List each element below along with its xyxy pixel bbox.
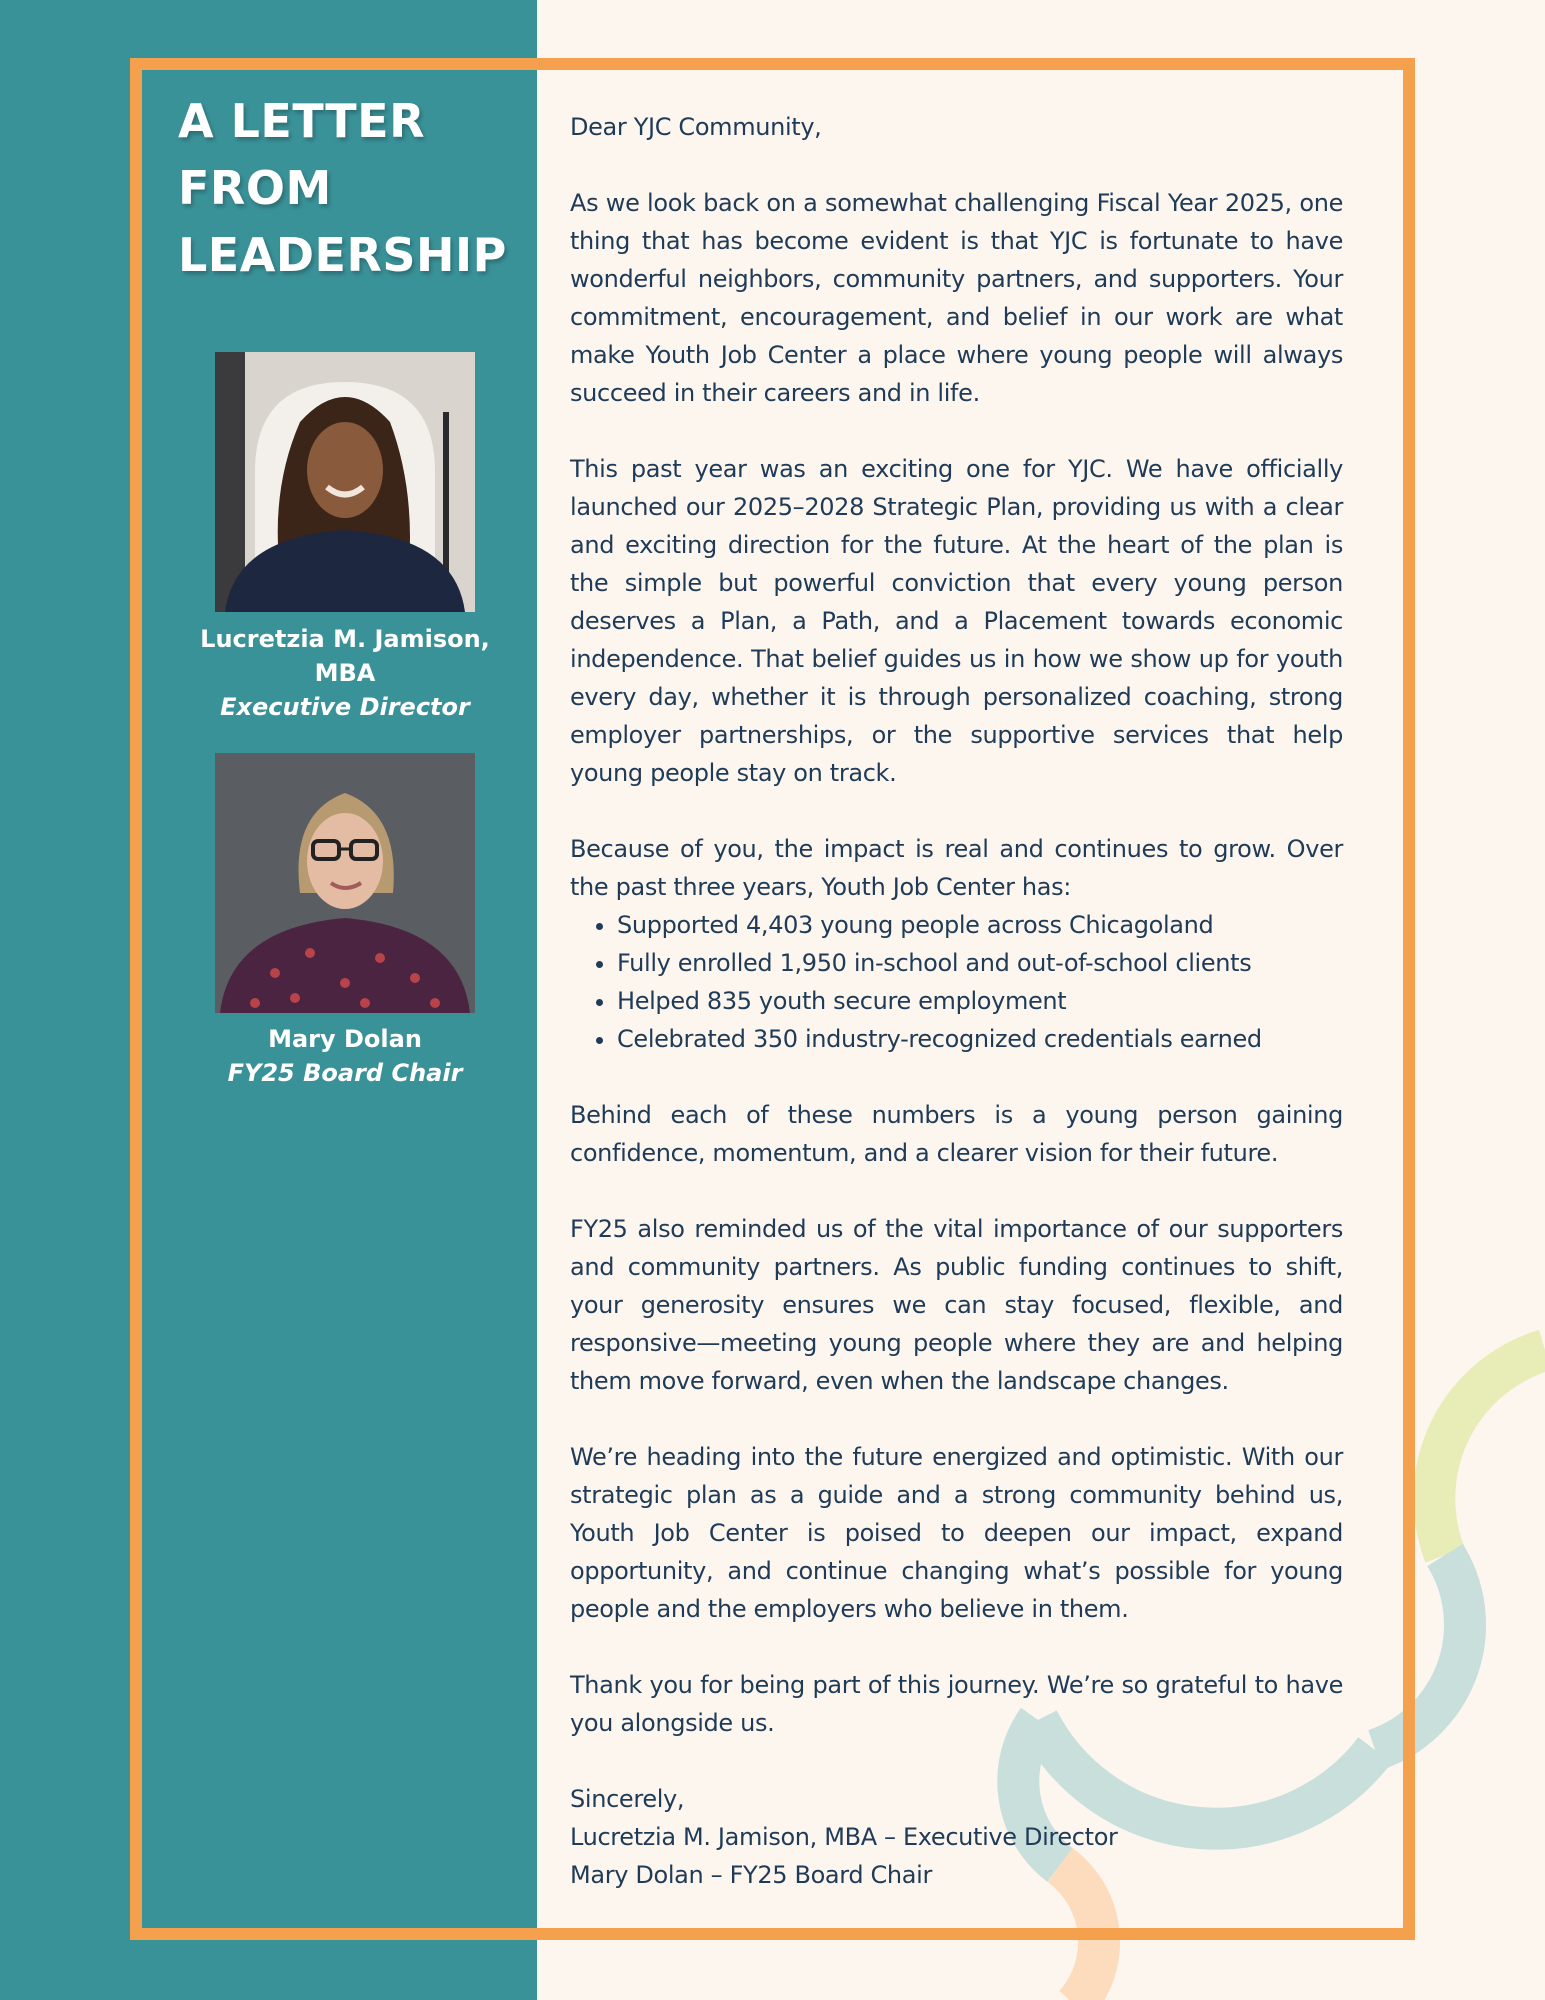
- letter-paragraph: We’re heading into the future energized and optimistic. With our strategic plan as a guide and a strong community behind us, Youth Job Center is poised to deepen our impact, expand opportunity, and continue changing what’s possible for young people and the employers who believe in them.: [570, 1443, 1343, 1623]
- impact-list-item: • Helped 835 youth secure employment: [617, 982, 1343, 1020]
- letter-body: [570, 108, 1343, 1894]
- signature-line: Lucretzia M. Jamison, MBA – Executive Director: [570, 1823, 1118, 1851]
- impact-list-item: • Celebrated 350 industry-recognized credentials earned: [617, 1020, 1343, 1058]
- letter-paragraph: FY25 also reminded us of the vital importance of our supporters and community partners. As public funding continues to shift, your generosity ensures we can stay focused, flexible, and responsive—meeting young people where they are and helping them move forward, even when the landscape changes.: [570, 1215, 1343, 1395]
- letter-salutation: Dear YJC Community,: [570, 113, 822, 141]
- impact-list-item: • Supported 4,403 young people across Chicagoland: [617, 906, 1343, 944]
- portrait-photo-board-chair: [215, 753, 475, 1013]
- leader-role: Executive Director: [220, 693, 470, 721]
- portrait-photo-executive-director: [215, 352, 475, 612]
- leader-caption-board-chair: [170, 1022, 520, 1090]
- closing-line: Sincerely,: [570, 1785, 685, 1813]
- impact-list: [570, 906, 1343, 1058]
- letter-closing: [570, 1780, 1343, 1894]
- signature-line: Mary Dolan – FY25 Board Chair: [570, 1861, 932, 1889]
- letter-paragraph: This past year was an exciting one for YJC. We have officially launched our 2025–2028 Strategic Plan, providing us with a clear and exciting direction for the future. At the heart of the plan is the simple but powerful conviction that every young person deserves a Plan, a Path, and a Placement towards economic independence. That belief guides us in how we show up for youth every day, whether it is through personalized coaching, strong employer partnerships, or the supportive services that help young people stay on track.: [570, 455, 1343, 787]
- leader-role: FY25 Board Chair: [227, 1059, 463, 1087]
- letter-paragraph: As we look back on a somewhat challenging Fiscal Year 2025, one thing that has become evident is that YJC is fortunate to have wonderful neighbors, community partners, and supporters. Your commitment, encouragement, and belief in our work are what make Youth Job Center a place where young people will always succeed in their careers and in life.: [570, 189, 1343, 407]
- letter-paragraph: Because of you, the impact is real and continues to grow. Over the past three years, Youth Job Center has:: [570, 835, 1343, 901]
- leader-name: Mary Dolan: [268, 1025, 422, 1053]
- letter-paragraph: Thank you for being part of this journey. We’re so grateful to have you alongside us.: [570, 1671, 1343, 1737]
- letter-paragraph: Behind each of these numbers is a young person gaining confidence, momentum, and a clearer vision for their future.: [570, 1101, 1343, 1167]
- leader-name: Lucretzia M. Jamison, MBA: [200, 625, 490, 687]
- deco-yellow-arc: [1434, 1350, 1545, 1555]
- page-title: A LETTER FROM LEADERSHIP: [178, 94, 507, 282]
- leader-caption-executive-director: [170, 622, 520, 724]
- impact-list-item: • Fully enrolled 1,950 in-school and out-of-school clients: [617, 944, 1343, 982]
